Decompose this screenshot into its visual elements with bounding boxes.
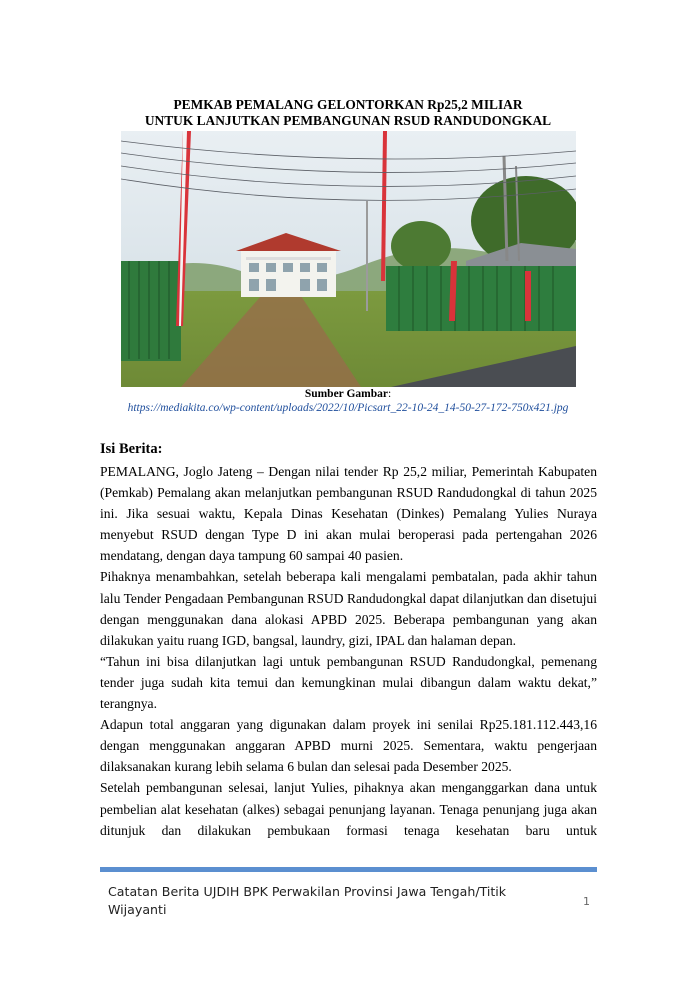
article-body (100, 461, 597, 841)
paragraph: Adapun total anggaran yang digunakan dalam proyek ini senilai Rp25.181.112.443,16 dengan menggunakan anggaran APBD murni 2025. Sementara, waktu pengerjaan dilaksanakan kurang lebih selama 6 bulan dan selesai pada Desember 2025. (100, 717, 597, 775)
title-line-1: PEMKAB PEMALANG GELONTORKAN Rp25,2 MILIAR (173, 97, 523, 112)
section-heading: Isi Berita: (100, 441, 163, 457)
footer-text: Catatan Berita UJDIH BPK Perwakilan Provinsi Jawa Tengah/Titik Wijayanti (108, 884, 507, 917)
paragraph: PEMALANG, Joglo Jateng – Dengan nilai tender Rp 25,2 miliar, Pemerintah Kabupaten (Pemkab) Pemalang akan melanjutkan pembangunan RSUD Randudongkal di tahun 2025 ini. Jika sesuai waktu, Kepala Dinas Kesehatan (Dinkes) Pemalang Yulies Nuraya menyebut RSUD dengan Type D ini akan mulai beroperasi pada pertengahan 2026 mendatang, dengan daya tampung 60 sampai 40 pasien. (100, 464, 597, 564)
source-link[interactable]: https://mediakita.co/wp-content/uploads/2022/10/Picsart_22-10-24_14-50-27-172-750x421.jpg (127, 401, 569, 414)
hospital-photo (121, 131, 576, 387)
paragraph: Setelah pembangunan selesai, lanjut Yulies, pihaknya akan menganggarkan dana untuk pembelian alat kesehatan (alkes) sebagai penunjang layanan. Tenaga penunjang juga akan ditunjuk dan dilakukan pembukaan formasi tenaga kesehatan baru untuk (100, 780, 597, 838)
title-line-2: UNTUK LANJUTKAN PEMBANGUNAN RSUD RANDUDONGKAL (144, 113, 552, 128)
caption-label: Sumber Gambar (304, 388, 388, 400)
caption-colon: : (387, 388, 392, 400)
paragraph: Pihaknya menambahkan, setelah beberapa kali mengalami pembatalan, pada akhir tahun lalu Tender Pengadaan Pembangunan RSUD Randudongkal dapat dilanjutkan dan disetujui dengan menggunakan dana alokasi APBD 2025. Beberapa pembangunan yang akan dilakukan yaitu ruang IGD, bangsal, laundry, gizi, IPAL dan halaman depan. (100, 569, 597, 648)
page-number: 1 (583, 895, 590, 908)
image-caption (0, 388, 696, 415)
paragraph: “Tahun ini bisa dilanjutkan lagi untuk pembangunan RSUD Randudongkal, pemenang tender juga sudah kita temui dan kemungkinan mulai dibangun dalam waktu dekat,” terangnya. (100, 653, 597, 712)
document-title (0, 97, 696, 129)
footer-divider (100, 867, 597, 872)
